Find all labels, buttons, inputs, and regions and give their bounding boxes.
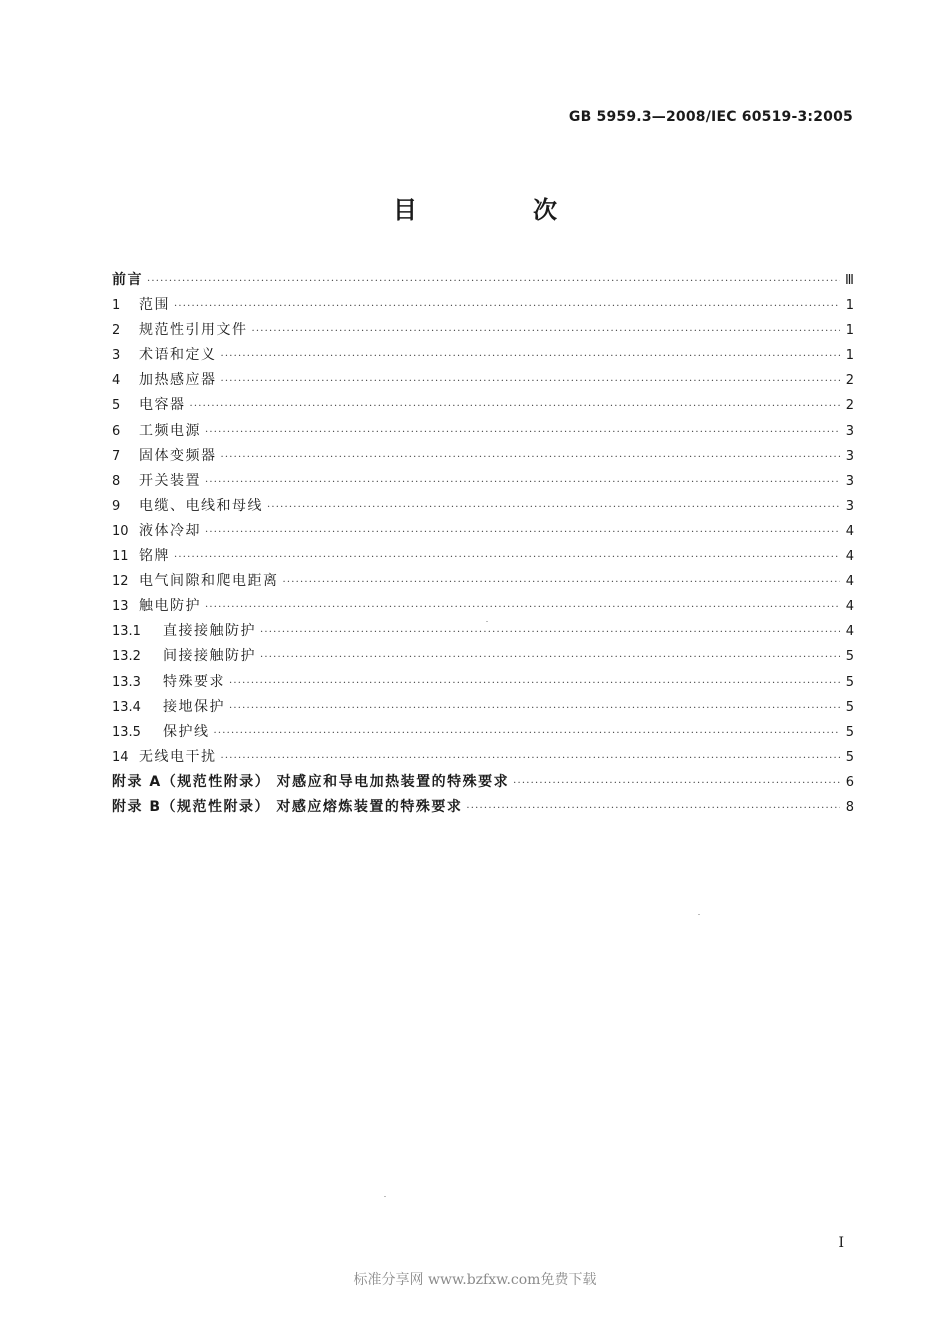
dot-leader bbox=[466, 796, 840, 821]
dot-leader bbox=[174, 545, 840, 570]
toc-entry-number: 6 bbox=[112, 423, 121, 439]
dot-leader bbox=[513, 771, 840, 796]
toc-entry-title: 直接接触防护 bbox=[163, 623, 256, 640]
watermark-text: 标准分享网 www.bzfxw.com免费下载 bbox=[353, 1272, 597, 1288]
toc-entry-title: 开关装置 bbox=[139, 472, 201, 489]
dot-leader bbox=[174, 294, 840, 319]
toc-entry-number: 1 bbox=[112, 298, 121, 314]
dot-leader bbox=[190, 394, 841, 419]
toc-entry-number: 3 bbox=[112, 348, 121, 364]
toc-entry-number: 10 bbox=[112, 523, 129, 539]
toc-entry-title: 铭牌 bbox=[139, 548, 170, 565]
toc-entry-title: 规范性引用文件 bbox=[139, 322, 248, 339]
toc-entry[interactable] bbox=[112, 293, 854, 318]
toc-entry-page: 6 bbox=[845, 774, 854, 790]
table-of-contents bbox=[112, 268, 854, 820]
toc-entry-number: 2 bbox=[112, 323, 121, 339]
page-number: I bbox=[838, 1235, 844, 1251]
toc-entry-number: 8 bbox=[112, 473, 121, 489]
toc-entry-page: 4 bbox=[845, 624, 854, 640]
toc-entry[interactable] bbox=[112, 644, 854, 669]
toc-entry-title: 接地保护 bbox=[163, 698, 225, 715]
toc-entry[interactable] bbox=[112, 494, 854, 519]
toc-entry-number: 13.2 bbox=[112, 649, 141, 665]
toc-entry[interactable] bbox=[112, 745, 854, 770]
toc-entry-page: 4 bbox=[845, 549, 854, 565]
toc-entry[interactable] bbox=[112, 569, 854, 594]
dot-leader bbox=[221, 746, 841, 771]
toc-entry[interactable] bbox=[112, 544, 854, 569]
toc-entry-title: 电容器 bbox=[139, 397, 186, 414]
scan-speck bbox=[486, 621, 488, 622]
toc-entry-page: 2 bbox=[845, 398, 854, 414]
dot-leader bbox=[252, 319, 841, 344]
toc-entry-title: 固体变频器 bbox=[139, 447, 217, 464]
toc-entry[interactable] bbox=[112, 695, 854, 720]
dot-leader bbox=[221, 344, 841, 369]
toc-entry-page: 3 bbox=[845, 448, 854, 464]
toc-entry-page: 5 bbox=[845, 674, 854, 690]
toc-entry-number: 13 bbox=[112, 599, 129, 615]
page-title: 目 次 bbox=[393, 196, 603, 224]
dot-leader bbox=[229, 671, 840, 696]
toc-entry-page: 5 bbox=[845, 699, 854, 715]
toc-entry[interactable] bbox=[112, 720, 854, 745]
toc-entry-number: 13.5 bbox=[112, 724, 141, 740]
dot-leader bbox=[260, 645, 840, 670]
toc-entry[interactable] bbox=[112, 444, 854, 469]
toc-entry-title: 加热感应器 bbox=[139, 372, 217, 389]
toc-entry-number: 11 bbox=[112, 549, 129, 565]
toc-entry-title: 电缆、电线和母线 bbox=[139, 497, 263, 514]
toc-entry[interactable] bbox=[112, 368, 854, 393]
toc-entry[interactable] bbox=[112, 343, 854, 368]
dot-leader bbox=[267, 495, 840, 520]
scan-speck bbox=[384, 1196, 386, 1197]
toc-entry-number: 13.3 bbox=[112, 674, 141, 690]
toc-entry[interactable] bbox=[112, 519, 854, 544]
dot-leader bbox=[205, 520, 840, 545]
toc-entry-title: 术语和定义 bbox=[139, 347, 217, 364]
toc-entry[interactable] bbox=[112, 268, 854, 293]
dot-leader bbox=[229, 696, 840, 721]
dot-leader bbox=[205, 595, 840, 620]
dot-leader bbox=[205, 470, 840, 495]
dot-leader bbox=[283, 570, 841, 595]
toc-entry-number: 5 bbox=[112, 398, 121, 414]
toc-entry-title: 保护线 bbox=[163, 723, 210, 740]
dot-leader bbox=[205, 420, 840, 445]
toc-entry[interactable] bbox=[112, 795, 854, 820]
toc-entry-number: 7 bbox=[112, 448, 121, 464]
toc-entry-page: Ⅲ bbox=[845, 273, 854, 288]
toc-entry[interactable] bbox=[112, 318, 854, 343]
toc-entry-page: 5 bbox=[845, 749, 854, 765]
toc-entry-page: 3 bbox=[845, 473, 854, 489]
toc-entry-page: 5 bbox=[845, 649, 854, 665]
toc-entry-title: 触电防护 bbox=[139, 598, 201, 615]
dot-leader bbox=[221, 445, 841, 470]
toc-entry-title: 无线电干扰 bbox=[139, 748, 217, 765]
toc-entry-page: 4 bbox=[845, 523, 854, 539]
dot-leader bbox=[221, 369, 841, 394]
toc-entry-title: 前言 bbox=[112, 272, 143, 288]
toc-entry[interactable] bbox=[112, 419, 854, 444]
toc-entry[interactable] bbox=[112, 670, 854, 695]
toc-entry-number: 14 bbox=[112, 749, 129, 765]
toc-entry-title: 范围 bbox=[139, 297, 170, 314]
toc-entry-number: 9 bbox=[112, 498, 121, 514]
toc-entry-page: 8 bbox=[845, 799, 854, 815]
toc-entry[interactable] bbox=[112, 469, 854, 494]
toc-entry-number: 4 bbox=[112, 373, 121, 389]
toc-entry[interactable] bbox=[112, 770, 854, 795]
toc-entry-number: 13.1 bbox=[112, 624, 141, 640]
toc-entry-number: 13.4 bbox=[112, 699, 141, 715]
toc-entry-title: 工频电源 bbox=[139, 422, 201, 439]
toc-entry-number: 12 bbox=[112, 574, 129, 590]
toc-entry[interactable] bbox=[112, 594, 854, 619]
toc-entry-page: 4 bbox=[845, 599, 854, 615]
toc-entry-page: 3 bbox=[845, 498, 854, 514]
scan-speck bbox=[698, 914, 700, 915]
toc-entry[interactable] bbox=[112, 393, 854, 418]
dot-leader bbox=[147, 269, 840, 294]
toc-entry-title: 附录 B（规范性附录） 对感应熔炼装置的特殊要求 bbox=[112, 798, 463, 815]
toc-entry-page: 1 bbox=[845, 323, 854, 339]
toc-entry-title: 附录 A（规范性附录） 对感应和导电加热装置的特殊要求 bbox=[112, 773, 510, 790]
toc-entry-title: 间接接触防护 bbox=[163, 648, 256, 665]
dot-leader bbox=[260, 620, 840, 645]
toc-entry-title: 电气间隙和爬电距离 bbox=[139, 573, 279, 590]
toc-entry-page: 2 bbox=[845, 373, 854, 389]
toc-entry-title: 液体冷却 bbox=[139, 522, 201, 539]
toc-entry-title: 特殊要求 bbox=[163, 673, 225, 690]
toc-entry-page: 3 bbox=[845, 423, 854, 439]
toc-entry-page: 1 bbox=[845, 298, 854, 314]
standard-code: GB 5959.3—2008/IEC 60519-3:2005 bbox=[568, 109, 853, 125]
toc-entry-page: 5 bbox=[845, 724, 854, 740]
toc-entry-page: 4 bbox=[845, 574, 854, 590]
toc-entry[interactable] bbox=[112, 619, 854, 644]
dot-leader bbox=[214, 721, 841, 746]
toc-entry-page: 1 bbox=[845, 348, 854, 364]
